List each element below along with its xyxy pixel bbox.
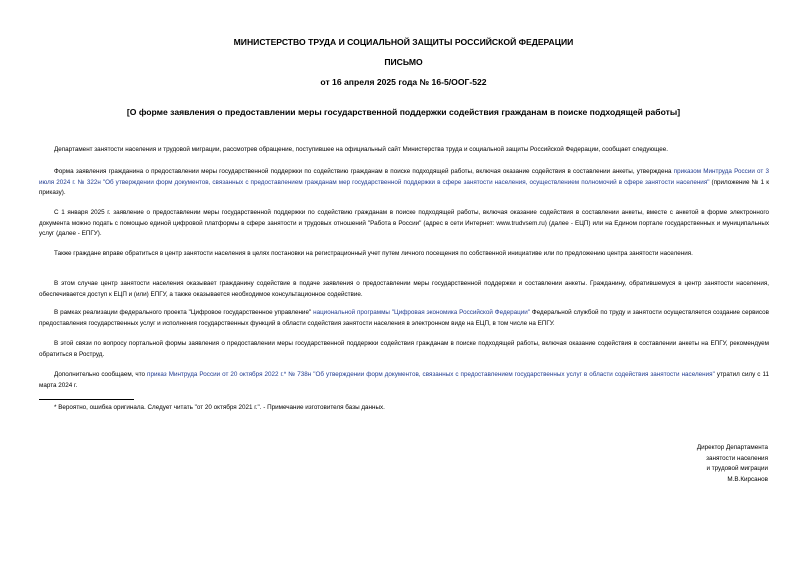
paragraph-8-text-b: утратил силу с 11 марта 2024 г.	[39, 371, 769, 389]
ministry-title: МИНИСТЕРСТВО ТРУДА И СОЦИАЛЬНОЙ ЗАЩИТЫ РОССИЙСКОЙ ФЕДЕРАЦИИ	[233, 37, 574, 47]
paragraph-2-text-b: (приложение № 1 к приказу).	[39, 178, 769, 196]
paragraph-2	[39, 167, 769, 199]
document-kind: ПИСЬМО	[384, 57, 423, 67]
paragraph-8-text-a: Дополнительно сообщаем, что	[54, 371, 148, 378]
signature-line-2: занятости населения	[706, 454, 768, 462]
footnote-divider	[39, 399, 134, 400]
signature-block	[697, 443, 768, 485]
order-738n-link[interactable]: приказ Минтруда России от 20 октября 2022 г.* № 738н "Об утверждении форм документов, связанных с предоставлением государственных услуг в области содействия занятости населения"	[147, 371, 715, 378]
paragraph-1: Департамент занятости населения и трудовой миграции, рассмотрев обращение, поступившее на официальный сайт Министерства труда и социальной защиты Российской Федерации, сообщает следующее.	[54, 146, 669, 153]
document-date-number: от 16 апреля 2025 года № 16-5/ООГ-522	[320, 77, 487, 87]
signature-line-1: Директор Департамента	[696, 444, 768, 451]
signature-name: М.В.Кирсанов	[727, 475, 768, 483]
signature-line-3: и трудовой миграции	[706, 465, 768, 473]
order-322n-link[interactable]: приказом Минтруда России от 3 июля 2024 г. № 322н "Об утверждении форм документов, связанных с предоставлением гражданам мер государственной поддержки в сфере занятости населения, осуществлением полномочий в сфере занятости населения"	[39, 168, 770, 186]
paragraph-6-text-a: В рамках реализации федерального проекта "Цифровое государственное управление"	[54, 309, 314, 316]
paragraph-7: В этой связи по вопросу портальной формы заявления о предоставлении меры государственной поддержки содействия гражданам в поиске подходящей работы, включая оказание содействия в составлении анкеты на ЕПГУ, рекомендуем обратиться в Роструд.	[39, 340, 769, 358]
paragraph-5: В этом случае центр занятости населения оказывает гражданину содействие в подаче заявления о предоставлении меры государственной поддержки и составлении анкеты. Гражданину, обратившемуся в центр занятости населения, обеспечивается доступ к ЕЦП и (или) ЕПГУ, а также оказывается необходимое консультационное содействие.	[39, 280, 769, 298]
paragraph-3: С 1 января 2025 г. заявление о предоставлении меры государственной поддержки по содействию гражданам в поиске подходящей работы, включая оказание содействия в составлении анкеты, вместе с анкетой в форме электронного документа можно подать с помощью единой цифровой платформы в сфере занятости и трудовых отношений "Работа в России" (адрес в сети Интернет: www.trudvsem.ru) (далее - ЕЦП) или на Едином портале государственных и муниципальных услуг (далее - ЕПГУ).	[39, 209, 769, 237]
paragraph-6-text-b: Федеральной службой по труду и занятости осуществляется создание сервисов предоставления государственных услуг и исполнения государственных функций в области содействия занятости населения в электронном виде на ЕЦП, в том числе на ЕПГУ.	[39, 309, 769, 327]
paragraph-4: Также граждане вправе обратиться в центр занятости населения в целях постановки на регистрационный учет путем личного посещения по собственной инициативе или по предложению центра занятости населения.	[54, 250, 693, 257]
document-subject: [О форме заявления о предоставлении меры государственной поддержки содействия гражданам в поиске подходящей работы]	[126, 107, 681, 117]
paragraph-6	[39, 308, 769, 329]
paragraph-8	[39, 370, 769, 391]
national-program-link[interactable]: национальной программы "Цифровая экономика Российской Федерации"	[313, 309, 531, 316]
footnote: * Вероятно, ошибка оригинала. Следует читать "от 20 октября 2021 г.". - Примечание изготовителя базы данных.	[54, 404, 385, 411]
paragraph-2-text-a: Форма заявления гражданина о предоставлении меры государственной поддержки по содействию гражданам в поиске подходящей работы, включая оказание содействия в составлении анкеты, утверждена	[54, 168, 674, 175]
